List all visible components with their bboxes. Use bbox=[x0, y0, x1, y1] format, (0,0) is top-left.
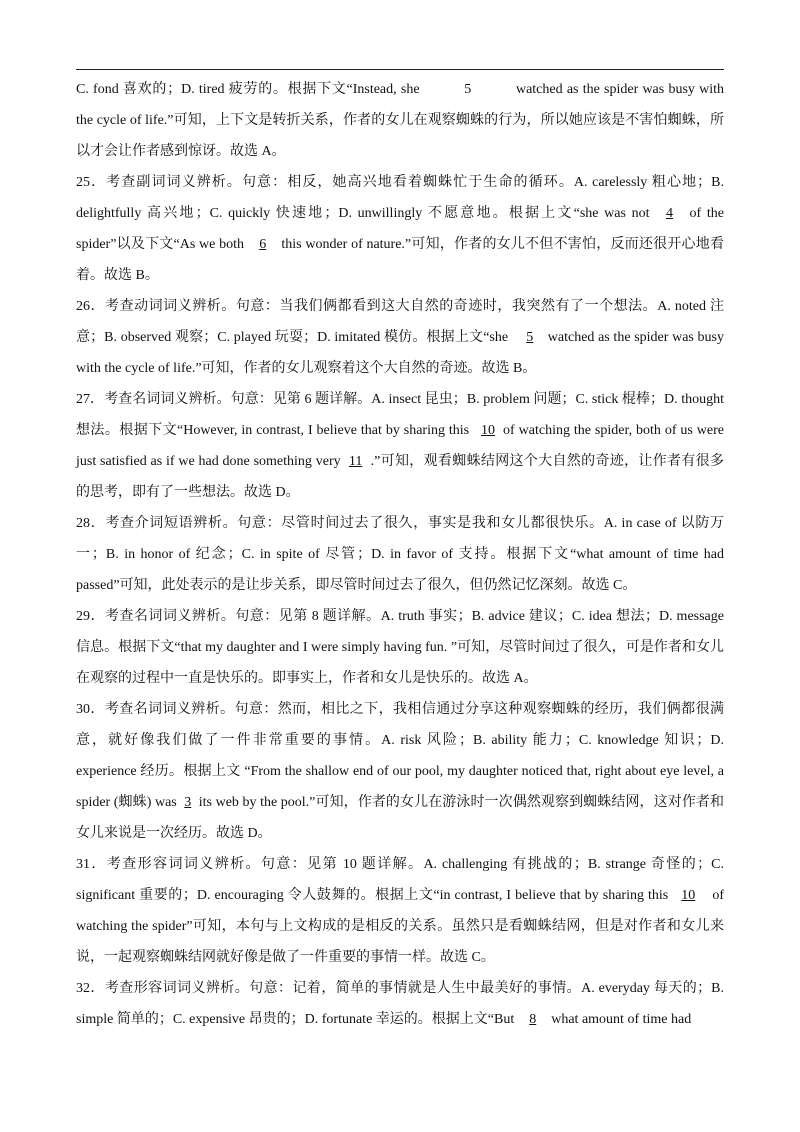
paragraph-text: 28．考查介词短语辨析。句意：尽管时间过去了很久，事实是我和女儿都很快乐。A. in case of 以防万一；B. in honor of 纪念；C. in spite of 尽管；D. in favor of 支持。根据下文“what amount of time had passed”可知，此处表示的是让步关系，即尽管时间过去了很久，但仍然记忆深刻。故选 C。 bbox=[76, 516, 724, 593]
paragraph-text: this wonder of nature.”可知，作者的女儿不但不害怕，反而还很开心地看着。故选 B。 bbox=[76, 237, 724, 283]
paragraph-text: of the spider”以及下文“As we both bbox=[76, 206, 724, 252]
explanation-paragraph bbox=[76, 384, 724, 508]
answer-blank-number: 5 bbox=[464, 82, 472, 97]
document-body bbox=[76, 74, 724, 1035]
paragraph-text: C. fond 喜欢的；D. tired 疲劳的。根据下文“Instead, she bbox=[76, 82, 424, 97]
explanation-paragraph bbox=[76, 508, 724, 601]
answer-blank-number: 6 bbox=[259, 237, 267, 252]
header-rule bbox=[76, 69, 724, 70]
paragraph-text: 26．考查动词词义辨析。句意：当我们俩都看到这大自然的奇迹时，我突然有了一个想法。A. noted 注意；B. observed 观察；C. played 玩耍；D. imitated 模仿。根据上文“she bbox=[76, 299, 724, 345]
paragraph-text: 29．考查名词词义辨析。句意：见第 8 题详解。A. truth 事实；B. advice 建议；C. idea 想法；D. message 信息。根据下文“that my daughter and I were simply having fun. ”可知，尽管时间过了很久，可是作者和女儿在观察的过程中一直是快乐的。即事实上，作者和女儿是快乐的。故选 A。 bbox=[76, 609, 724, 686]
paragraph-text: its web by the pool.”可知，作者的女儿在游泳时一次偶然观察到蜘蛛结网，这对作者和女儿来说是一次经历。故选 D。 bbox=[76, 795, 724, 841]
answer-blank-number: 4 bbox=[666, 206, 674, 221]
paragraph-text: 25．考查副词词义辨析。句意：相反，她高兴地看着蜘蛛忙于生命的循环。A. carelessly 粗心地；B. delightfully 高兴地；C. quickly 快速地；D. unwillingly 不愿意地。根据上文“she was not bbox=[76, 175, 724, 221]
paragraph-text: watched as the spider was busy with the cycle of life.”可知，作者的女儿观察着这个大自然的奇迹。故选 B。 bbox=[76, 330, 724, 376]
explanation-paragraph bbox=[76, 291, 724, 384]
paragraph-text: 27．考查名词词义辨析。句意：见第 6 题详解。A. insect 昆虫；B. problem 问题；C. stick 棍棒；D. thought 想法。根据下文“However, in contrast, I believe that by sharing this bbox=[76, 392, 724, 438]
answer-blank-number: 11 bbox=[348, 454, 363, 469]
paragraph-text: of watching the spider”可知，本句与上文构成的是相反的关系。虽然只是看蜘蛛结网，但是对作者和女儿来说，一起观察蜘蛛结网就好像是做了一件重要的事情一样。故选 C。 bbox=[76, 888, 724, 965]
paragraph-text: watched as the spider was busy with the cycle of life.”可知，上下文是转折关系，作者的女儿在观察蜘蛛的行为，所以她应该是不害怕蜘蛛，所以才会让作者感到惊讶。故选 A。 bbox=[76, 82, 724, 159]
answer-blank-number: 10 bbox=[481, 423, 496, 438]
paragraph-text: 30．考查名词词义辨析。句意：然而，相比之下，我相信通过分享这种观察蜘蛛的经历，我们俩都很满意，就好像我们做了一件非常重要的事情。A. risk 风险；B. ability 能力；C. knowledge 知识；D. experience 经历。根据上文 “From the shallow end of our pool, my daughter noticed that, right about eye level, a spider (蜘蛛) was bbox=[76, 702, 724, 810]
explanation-paragraph bbox=[76, 167, 724, 291]
answer-blank-number: 5 bbox=[526, 330, 534, 345]
paragraph-text: 32．考查形容词词义辨析。句意：记着，简单的事情就是人生中最美好的事情。A. everyday 每天的；B. simple 简单的；C. expensive 昂贵的；D. fortunate 幸运的。根据上文“But bbox=[76, 981, 724, 1027]
explanation-paragraph bbox=[76, 601, 724, 694]
answer-blank-number: 10 bbox=[681, 888, 696, 903]
paragraph-text: what amount of time had bbox=[547, 1012, 692, 1027]
answer-blank-number: 3 bbox=[184, 795, 192, 810]
explanation-paragraph bbox=[76, 74, 724, 167]
answer-blank-number: 8 bbox=[529, 1012, 537, 1027]
explanation-paragraph bbox=[76, 973, 724, 1035]
paragraph-text: of watching the spider, both of us were just satisfied as if we had done something very bbox=[76, 423, 724, 469]
explanation-paragraph bbox=[76, 694, 724, 849]
paragraph-text: 31．考查形容词词义辨析。句意：见第 10 题详解。A. challenging 有挑战的；B. strange 奇怪的；C. significant 重要的；D. encouraging 令人鼓舞的。根据上文“in contrast, I believe that by sharing this bbox=[76, 857, 724, 903]
paragraph-text: .”可知，观看蜘蛛结网这个大自然的奇迹，让作者有很多的思考，即有了一些想法。故选 D。 bbox=[76, 454, 725, 500]
explanation-paragraph bbox=[76, 849, 724, 973]
